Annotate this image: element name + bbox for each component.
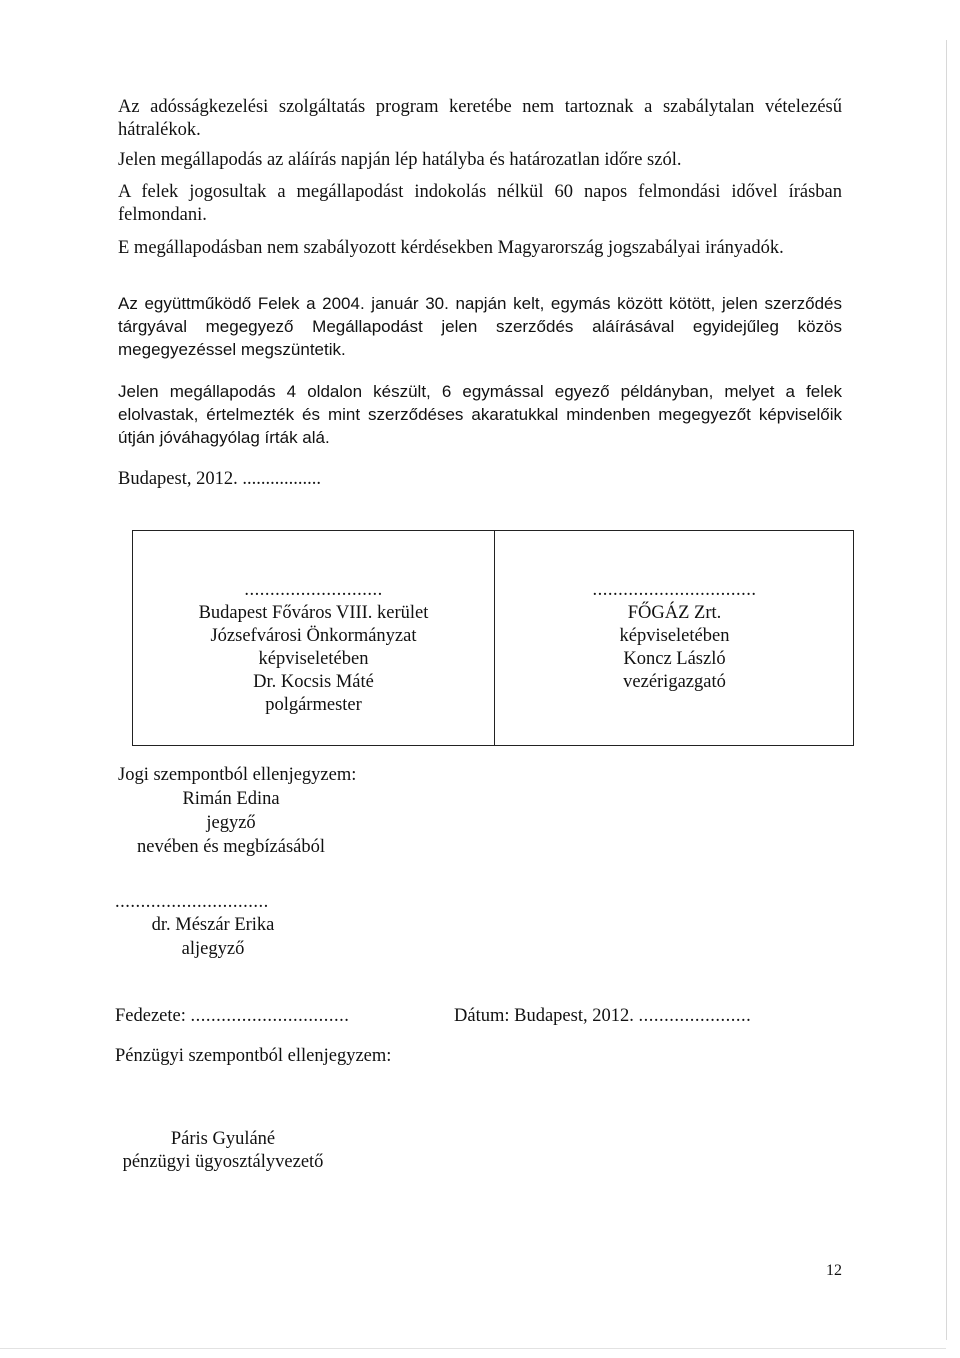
paragraph-6-line-3: útján jóváhagyólag írták alá. [118, 428, 330, 447]
legal-countersign-heading: Jogi szempontból ellenjegyzem: [118, 765, 357, 785]
legal-signer-name: dr. Mészár Erika [151, 915, 275, 935]
coverage-field [115, 1005, 349, 1028]
paragraph-1-line-1: Az adósságkezelési szolgáltatás program keretébe nem tartoznak a szabálytalan vételezésű [118, 97, 842, 117]
paragraph-3-line-2: felmondani. [118, 205, 207, 225]
page-number: 12 [826, 1262, 842, 1279]
coverage-dots: ............................... [190, 1006, 350, 1026]
signer-capacity: képviseletében [258, 649, 369, 669]
legal-on-behalf: nevében és megbízásából [136, 837, 325, 857]
company-name: FŐGÁZ Zrt. [627, 603, 722, 623]
paragraph-6-line-1: Jelen megállapodás 4 oldalon készült, 6 egymással egyező példányban, melyet a felek [118, 382, 842, 401]
company-capacity: képviseletében [619, 626, 730, 646]
scan-edge-line [946, 40, 947, 1340]
signer-org-line-1: Budapest Főváros VIII. kerület [198, 603, 429, 623]
paragraph-5-line-3: megegyezéssel megszüntetik. [118, 340, 346, 359]
place-date-line: Budapest, 2012. ................. [118, 469, 321, 489]
signer-title: polgármester [265, 695, 362, 715]
signature-line-right: ................................ [592, 580, 757, 600]
signature-table [132, 530, 854, 746]
paragraph-3-line-1: A felek jogosultak a megállapodást indokolás nélkül 60 napos felmondási idővel írásban [118, 182, 842, 202]
paragraph-5-line-2: tárgyával megegyező Megállapodást jelen szerződés aláírásával egyidejűleg közös [118, 317, 842, 336]
paragraph-5-line-1: Az együttműködő Felek a 2004. január 30. napján kelt, egymás között kötött, jelen szerződés [118, 294, 842, 313]
date-field [454, 1005, 751, 1028]
date-label: Dátum: Budapest, 2012. [454, 1006, 634, 1026]
company-signer-name: Koncz László [623, 649, 726, 669]
signature-line-left: ........................... [244, 580, 383, 600]
paragraph-4: E megállapodásban nem szabályozott kérdésekben Magyarország jogszabályai irányadók. [118, 238, 784, 258]
financial-signer-name: Páris Gyuláné [170, 1129, 276, 1149]
signature-cell-left [133, 579, 494, 717]
legal-notary-name: Rimán Edina [182, 789, 280, 809]
financial-countersign-heading: Pénzügyi szempontból ellenjegyzem: [115, 1046, 392, 1066]
legal-signature-line: .............................. [115, 892, 269, 912]
legal-signer-title: aljegyző [181, 939, 245, 959]
signer-name: Dr. Kocsis Máté [253, 672, 374, 692]
paragraph-6-line-2: elolvastak, értelmezték és mint szerződéses akaratukkal mindenben megegyezőt képviselőik [118, 405, 842, 424]
company-signer-title: vezérigazgató [623, 672, 726, 692]
signer-org-line-2: Józsefvárosi Önkormányzat [210, 626, 417, 646]
paragraph-2: Jelen megállapodás az aláírás napján lép hatályba és határozatlan időre szól. [118, 150, 682, 170]
paragraph-1-line-2: hátralékok. [118, 120, 201, 140]
date-dots: ...................... [638, 1006, 752, 1026]
coverage-label: Fedezete: [115, 1006, 186, 1026]
scan-bottom-line [0, 1348, 946, 1349]
financial-signer-title: pénzügyi ügyosztályvezető [122, 1152, 324, 1172]
signature-cell-right [494, 579, 855, 694]
legal-notary-title: jegyző [206, 813, 256, 833]
